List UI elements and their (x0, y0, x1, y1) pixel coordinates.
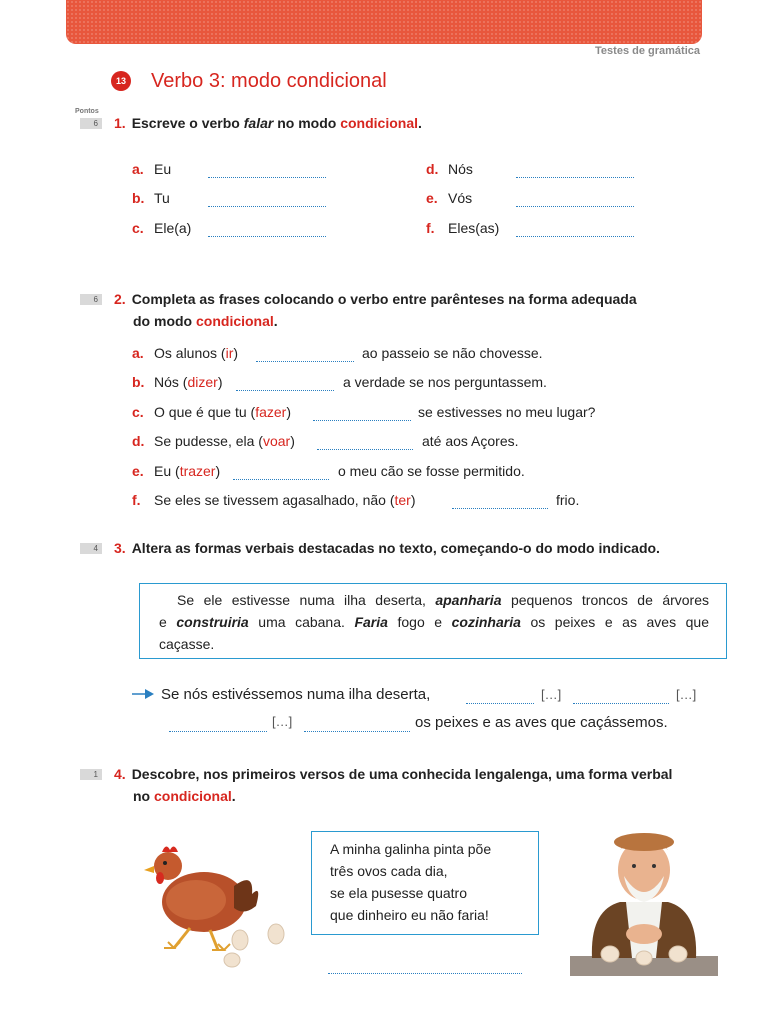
q2-number: 2. (114, 291, 126, 307)
q2-item-d-end: até aos Açores. (422, 433, 519, 449)
item-letter: c. (132, 404, 144, 420)
q2-item-a (132, 345, 238, 361)
item-text: Se eles se tivessem agasalhado, não ( (154, 492, 395, 508)
section-label: Testes de gramática (595, 45, 700, 57)
passage-verb: apanharia (435, 592, 502, 608)
item-letter: a. (132, 161, 144, 177)
q1-item-b (132, 190, 170, 206)
passage-text: Se ele estivesse numa ilha deserta, (177, 592, 436, 608)
q2-answer-d-field[interactable] (317, 448, 413, 450)
item-letter: c. (132, 220, 144, 236)
q3-number: 3. (114, 540, 126, 556)
q1-answer-a-field[interactable] (208, 176, 326, 178)
q4-answer-field[interactable] (328, 972, 522, 974)
q2-item-f-end: frio. (556, 492, 580, 508)
item-letter: a. (132, 345, 144, 361)
q1-answer-f-field[interactable] (516, 235, 634, 237)
header-banner (66, 0, 702, 44)
poem-text (330, 838, 491, 926)
item-paren: ) (215, 463, 221, 479)
q3-answer-end: os peixes e as aves que caçássemos. (415, 714, 668, 731)
passage-text: pequenos troncos de árvores (501, 592, 709, 608)
item-pronoun: Eu (154, 161, 172, 177)
q2-item-c-end: se estivesses no meu lugar? (418, 404, 596, 420)
q3-ellipsis-1: […] (541, 687, 562, 702)
poem-line: A minha galinha pinta põe (330, 841, 492, 857)
q4-number: 4. (114, 766, 126, 782)
item-verb: trazer (179, 463, 216, 479)
item-pronoun: Tu (154, 190, 170, 206)
q2-text: Completa as frases colocando o verbo entre parênteses na forma adequada (131, 291, 637, 307)
item-text: Nós ( (154, 374, 188, 390)
q3-answer-field-2[interactable] (573, 702, 669, 704)
item-paren: ) (233, 345, 239, 361)
item-letter: d. (426, 161, 439, 177)
q2-answer-e-field[interactable] (233, 478, 329, 480)
q2-answer-b-field[interactable] (236, 389, 334, 391)
item-letter: d. (132, 433, 145, 449)
item-verb: ter (394, 492, 411, 508)
q2-points: 6 (80, 294, 102, 305)
points-label: Pontos (75, 108, 99, 115)
passage-text: uma cabana. (248, 614, 355, 630)
q1-text: Escreve o verbo (131, 115, 244, 131)
q1-item-e (426, 190, 472, 206)
poem-line: que dinheiro eu não faria! (330, 907, 489, 923)
q1-instruction (114, 112, 422, 134)
item-pronoun: Eles(as) (448, 220, 500, 236)
q2-answer-f-field[interactable] (452, 507, 548, 509)
item-paren: ) (217, 374, 223, 390)
q3-answer-start: Se nós estivéssemos numa ilha deserta, (161, 686, 431, 703)
item-paren: ) (290, 433, 295, 449)
q2-item-c (132, 404, 291, 420)
item-letter: b. (132, 190, 145, 206)
q2-instruction (114, 288, 704, 332)
item-pronoun: Nós (448, 161, 473, 177)
q1-period: . (418, 115, 422, 131)
q2-period: . (273, 313, 278, 329)
q3-ellipsis-2: […] (676, 687, 697, 702)
item-text: Os alunos ( (154, 345, 226, 361)
q2-text-2: do modo (133, 313, 196, 329)
q4-mode: condicional (154, 788, 232, 804)
item-letter: b. (132, 374, 145, 390)
poem-line: três ovos cada dia, (330, 863, 448, 879)
item-pronoun: Vós (448, 190, 473, 206)
q2-mode: condicional (196, 313, 274, 329)
item-verb: dizer (187, 374, 218, 390)
q3-answer-field-1[interactable] (466, 702, 534, 704)
q4-points: 1 (80, 769, 102, 780)
q1-answer-b-field[interactable] (208, 205, 326, 207)
item-paren: ) (410, 492, 416, 508)
item-paren: ) (286, 404, 291, 420)
item-letter: f. (426, 220, 435, 236)
q4-period: . (231, 788, 236, 804)
q1-item-d (426, 161, 473, 177)
unit-number-badge: 13 (111, 71, 131, 91)
q2-answer-a-field[interactable] (256, 360, 354, 362)
q2-item-f (132, 492, 416, 508)
passage-text: e (159, 614, 177, 630)
page-title: Verbo 3: modo condicional (151, 70, 387, 92)
item-letter: f. (132, 492, 141, 508)
q2-item-e (132, 463, 220, 479)
q3-instruction (114, 537, 660, 559)
q3-ellipsis-3: […] (272, 714, 293, 729)
item-verb: voar (262, 433, 291, 449)
poem-line: se ela pusesse quatro (330, 885, 467, 901)
q1-item-a (132, 161, 171, 177)
item-text: Eu ( (154, 463, 180, 479)
q2-item-b-end: a verdade se nos perguntassem. (343, 374, 547, 390)
item-verb: fazer (255, 404, 287, 420)
item-pronoun: Ele(a) (154, 220, 192, 236)
q4-instruction (114, 763, 724, 807)
q4-text-2: no (133, 788, 154, 804)
passage-verb: construiria (176, 614, 249, 630)
farmer-illustration (570, 830, 718, 978)
q1-verb: falar (243, 115, 274, 131)
q1-points: 6 (80, 118, 102, 129)
q1-item-f (426, 220, 499, 236)
q1-number: 1. (114, 115, 126, 131)
q1-answer-e-field[interactable] (516, 205, 634, 207)
q3-passage (159, 589, 709, 655)
item-text: Se pudesse, ela ( (154, 433, 263, 449)
passage-text: fogo e (387, 614, 452, 630)
q3-answer-field-4[interactable] (304, 730, 410, 732)
passage-text: caçasse. (159, 636, 215, 652)
q1-answer-c-field[interactable] (208, 235, 326, 237)
q4-text: Descobre, nos primeiros versos de uma conhecida lengalenga, uma forma verbal (131, 766, 673, 782)
item-verb: ir (225, 345, 234, 361)
q2-answer-c-field[interactable] (313, 419, 411, 421)
passage-text: os peixes e as aves que (520, 614, 709, 630)
item-letter: e. (426, 190, 438, 206)
arrow-right-icon (132, 688, 154, 700)
q3-answer-field-3[interactable] (169, 730, 267, 732)
q1-answer-d-field[interactable] (516, 176, 634, 178)
q2-item-e-end: o meu cão se fosse permitido. (338, 463, 525, 479)
passage-verb: cozinharia (451, 614, 521, 630)
q2-item-d (132, 433, 295, 449)
q1-item-c (132, 220, 191, 236)
item-letter: e. (132, 463, 144, 479)
q3-text: Altera as formas verbais destacadas no texto, começando-o do modo indicado. (131, 540, 660, 556)
passage-verb: Faria (354, 614, 388, 630)
item-text: O que é que tu ( (154, 404, 256, 420)
q1-mode: condicional (340, 115, 419, 131)
q2-item-b (132, 374, 222, 390)
q2-item-a-end: ao passeio se não chovesse. (362, 345, 543, 361)
q1-text-2: no modo (273, 115, 341, 131)
hen-illustration (134, 836, 292, 968)
q3-points: 4 (80, 543, 102, 554)
